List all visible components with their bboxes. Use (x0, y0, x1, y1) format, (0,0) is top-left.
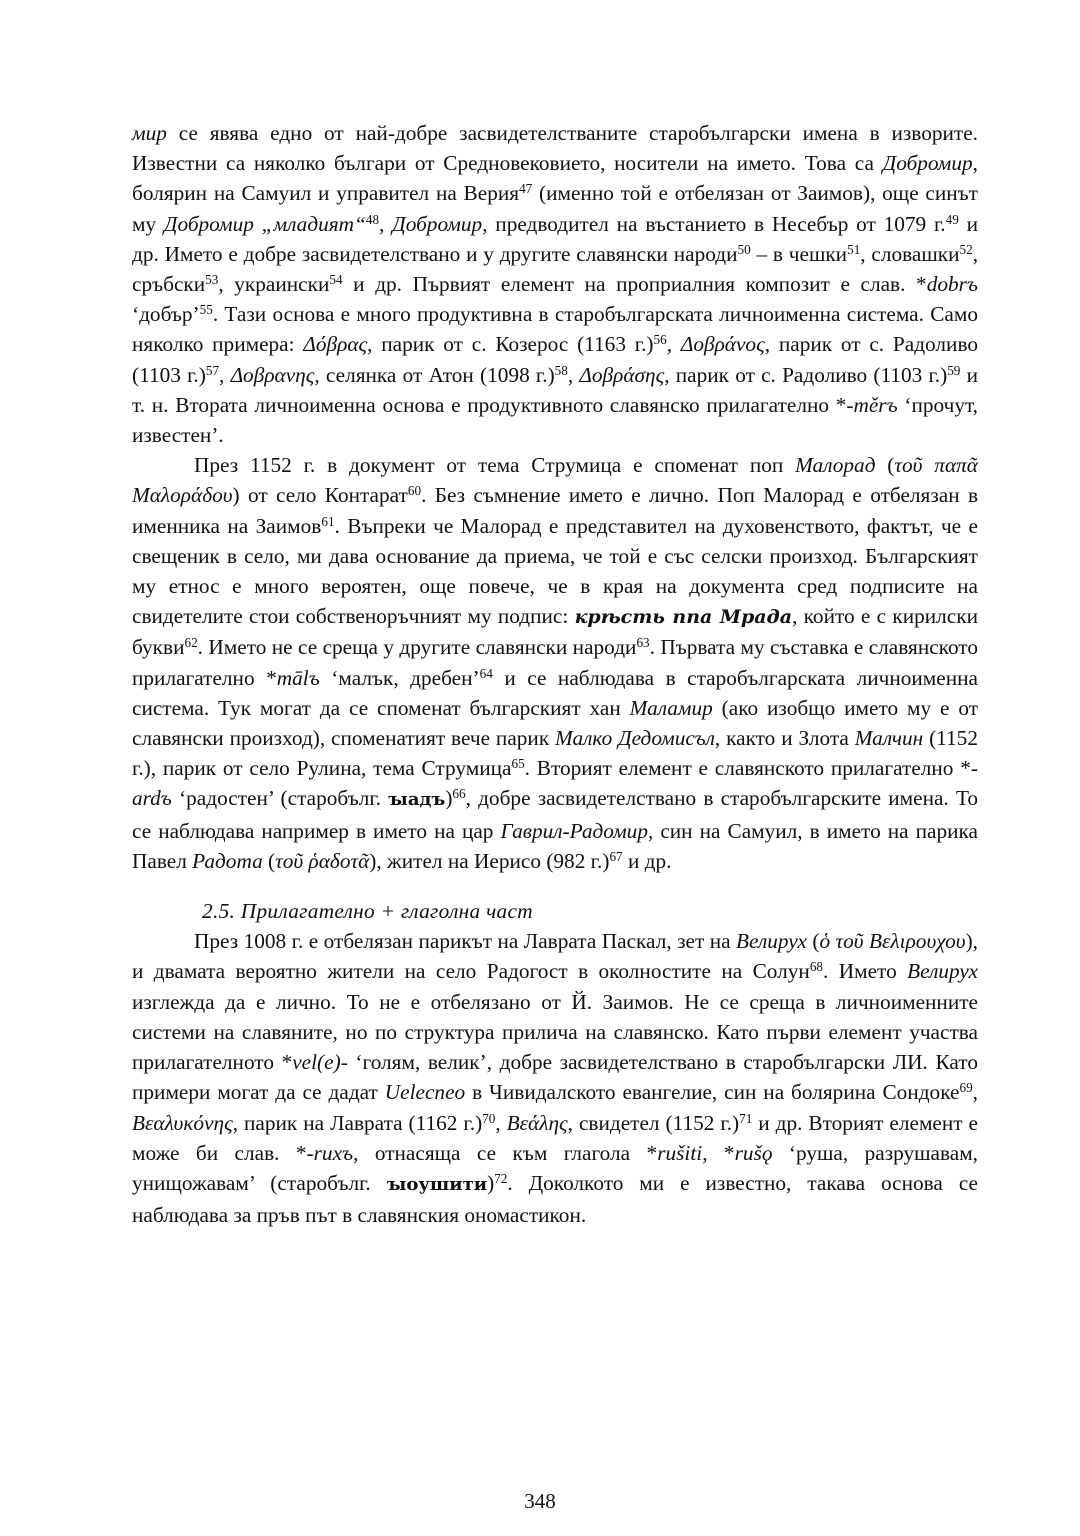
text-run: , * (702, 1140, 735, 1165)
footnote-ref: 70 (482, 1110, 496, 1126)
text-run: , (219, 362, 231, 387)
italic-term: Гаврил-Радомир (500, 818, 648, 843)
italic-term: ruxъ (313, 1140, 354, 1165)
text-run: и т. н. Втората личноименна основа е продуктивното славянско прилагателно *- (132, 362, 978, 417)
italic-term: Велирух (907, 959, 978, 984)
paragraph-2 (132, 450, 978, 876)
footnote-ref: 58 (554, 362, 568, 378)
italic-term: Малко Дедомисъл (555, 726, 715, 751)
italic-term: Маламир (629, 695, 713, 720)
text-run: , парик от с. Козерос (1163 г.) (367, 332, 654, 357)
italic-term: Δόβρας (303, 332, 368, 357)
text-run: През 1152 г. в документ от тема Струмица е споменат поп (194, 453, 796, 478)
text-run: . Въпреки че Малорад е представител на духовенството, фактът, че е свещеник в село, ми дава основание да приема, че той е със селски произход. Българският му етнос е много вероятен, още повече, че в края на документа сред подписите на свидетелите стои собственоръчният му подпис: (132, 513, 978, 629)
italic-term: мир (132, 121, 167, 145)
footnote-ref: 60 (407, 483, 422, 499)
italic-term: Βεαλυκόνης (132, 1110, 233, 1135)
footnote-ref: 61 (321, 513, 335, 529)
section-heading: 2.5. Прилагателно + глаголна част (202, 899, 533, 924)
italic-term: Велирух (736, 929, 807, 954)
footnote-ref: 55 (199, 301, 213, 317)
text-run: , (666, 332, 681, 357)
text-run: , предводител на въстанието в Несебър от 1079 г. (482, 211, 946, 236)
italic-term: vel(e) (292, 1050, 341, 1075)
footnote-ref: 68 (809, 959, 824, 975)
text-run: , (972, 1080, 978, 1105)
italic-term: Добромир „младият“ (163, 211, 366, 236)
text-run: - ‘голям, велик’, добре засвидетелствано в старобългарски ЛИ. Като примери могат да се дадат (132, 1050, 978, 1105)
footnote-ref: 62 (184, 635, 198, 651)
italic-term: ὁ τοῦ Βελιρουχου (819, 929, 966, 954)
text-run: ), и двамата вероятно жители на село Радогост в околностите на Солун (132, 929, 978, 984)
text-run: , свидетел (1152 г.) (567, 1110, 740, 1135)
italic-term: Uelecneo (384, 1080, 466, 1105)
italic-term: Βεάλης (506, 1110, 568, 1135)
footnote-ref: 56 (653, 332, 667, 348)
text-run: – в чешки (750, 241, 848, 266)
signature-text: крѣсть ппа Мрада (574, 606, 793, 629)
text-run: ‘малък, дребен’ (319, 665, 480, 690)
text-run: ) (445, 786, 453, 811)
footnote-ref: 66 (452, 786, 466, 802)
italic-term: Δοβρανης (230, 362, 315, 387)
text-run: ( (262, 848, 276, 873)
page-number: 348 (524, 1489, 556, 1513)
text-run: . Без съмнение името е лично. Поп Малорад е отбелязан в именника на Заимов (132, 483, 979, 538)
text-run: и се наблюдава в старобългарската личноименна система. Тук могат да се споменат българският хан (132, 665, 978, 720)
text-run: ‘прочут, известен’. (132, 392, 979, 448)
italic-term: Малчин (854, 726, 924, 751)
text-run: ‘радостен’ (старобълг. (171, 786, 389, 811)
italic-term: mālъ (276, 665, 320, 690)
italic-term: dobrъ (926, 272, 978, 297)
text-run: (именно той е отбелязан от Заимов), още синът му (132, 181, 978, 236)
text-run: . Вторият елемент е славянското прилагателно *- (524, 756, 978, 781)
text-run: , селянка от Атон (1098 г.) (314, 362, 555, 387)
footnote-ref: 67 (609, 848, 623, 864)
text-run: ( (806, 929, 820, 954)
italic-term: Малорад (795, 453, 876, 478)
text-run: ) от село Контарат (232, 483, 408, 508)
footnote-ref: 57 (205, 362, 220, 378)
footnote-ref: 54 (329, 271, 343, 287)
text-run: ( (875, 453, 895, 478)
footnote-ref: 65 (511, 756, 525, 772)
text-run: , болярин на Самуил и управител на Верия (132, 151, 978, 206)
italic-term: τοῦ παπᾶ Μαλοράδου (132, 453, 978, 508)
footnote-ref: 63 (636, 635, 650, 651)
text-run: ) (487, 1170, 495, 1195)
text-run: , сръбски (132, 241, 979, 297)
text-run: , (379, 211, 393, 236)
text-run: , отнасяща се към глагола * (353, 1140, 658, 1165)
text-run: През 1008 г. е отбелязан парикът на Лаврата Паскал, зет на (194, 929, 737, 954)
italic-term: Радота (192, 848, 263, 873)
text-run: ), жител на Иерисо (982 г.) (369, 848, 610, 873)
footnote-ref: 47 (519, 181, 533, 197)
text-run: , (567, 362, 580, 387)
italic-term: Δοβράνος (680, 332, 765, 357)
text-run: , (495, 1110, 507, 1135)
footnote-ref: 50 (737, 241, 751, 257)
old-bulgarian-form: ꙑадъ (388, 789, 446, 811)
text-run: в Чивидалското евангелие, син на болярина Сондоке (465, 1080, 960, 1105)
text-run: , парик на Лаврата (1162 г.) (232, 1110, 483, 1135)
footnote-ref: 48 (365, 211, 380, 227)
text-run: , както и Злота (714, 726, 855, 751)
text-run: . Доколкото ми е известно, такава основа се наблюдава за пръв път в славянския ономастикон. (132, 1170, 978, 1228)
paragraph-1 (132, 118, 978, 450)
paragraph-3 (132, 926, 978, 1230)
text-run: ‘добър’ (132, 302, 200, 327)
text-run: , добре засвидетелствано в старобългарските имена. То се наблюдава например в името на цар (132, 786, 978, 843)
text-run: . Първата му съставка е славянското прилагателно * (132, 635, 978, 690)
old-bulgarian-form: ꙑоушити (386, 1173, 488, 1195)
text-run: и др. Вторият елемент е може би слав. *- (132, 1110, 978, 1165)
text-run: и др. Името е добре засвидетелствано и у другите славянски народи (132, 211, 978, 266)
italic-term: rušǫ (734, 1140, 773, 1165)
text-run: и др. (622, 848, 672, 873)
footnote-ref: 53 (205, 271, 219, 287)
text-run: . Името не се среща у другите славянски народи (197, 635, 637, 660)
italic-term: měrъ (853, 392, 898, 417)
italic-term: Δοβράσης (579, 362, 665, 387)
italic-term: Добромир (392, 211, 483, 236)
footnote-ref: 69 (959, 1080, 973, 1096)
italic-term: rušiti (657, 1140, 703, 1165)
text-run: ‘руша, разрушавам, унищожавам’ (старобълг. (132, 1140, 979, 1195)
footnote-ref: 52 (959, 241, 973, 257)
text-run: и др. Първият елемент на проприалния композит е слав. * (342, 272, 927, 297)
footnote-ref: 64 (479, 665, 493, 681)
text-run: , украински (218, 272, 330, 297)
italic-term: Добромир (882, 151, 973, 176)
footnote-ref: 51 (847, 241, 861, 257)
text-run: , който е с кирилски букви (132, 604, 978, 660)
text-run: , словашки (860, 241, 960, 266)
footnote-ref: 59 (947, 362, 961, 378)
italic-term: τοῦ ῥαδοτᾶ (275, 848, 370, 873)
text-run: . Името (823, 959, 908, 984)
page-body (132, 118, 978, 1230)
italic-term: ardъ (132, 786, 172, 811)
text-run: , син на Самуил, в името на парика Павел (132, 818, 978, 873)
footnote-ref: 71 (739, 1110, 753, 1126)
text-run: изглежда да е лично. То не е отбелязано от Й. Заимов. Не се среща в личноименните системи на славяните, но по структура прилича на славянско. Като първи елемент участва прилагателното * (132, 989, 978, 1075)
text-run: . Тази основа е много продуктивна в старобългарската личноименна система. Само няколко примера: (132, 302, 978, 357)
text-run: , парик от с. Радоливо (1103 г.) (132, 332, 979, 387)
text-run: се явява едно от най-добре засвидетелстваните старобългарски имена в изворите. Известни са няколко българи от Средновековието, носители на името. Това са (132, 121, 978, 176)
text-run: , парик от с. Радоливо (1103 г.) (664, 362, 948, 387)
text-run: (1152 г.), парик от село Рулина, тема Струмица (132, 726, 978, 781)
footnote-ref: 72 (494, 1170, 508, 1186)
footnote-ref: 49 (945, 211, 959, 227)
text-run: (ако изобщо името му е от славянски произход), споменатият вече парик (132, 695, 979, 751)
